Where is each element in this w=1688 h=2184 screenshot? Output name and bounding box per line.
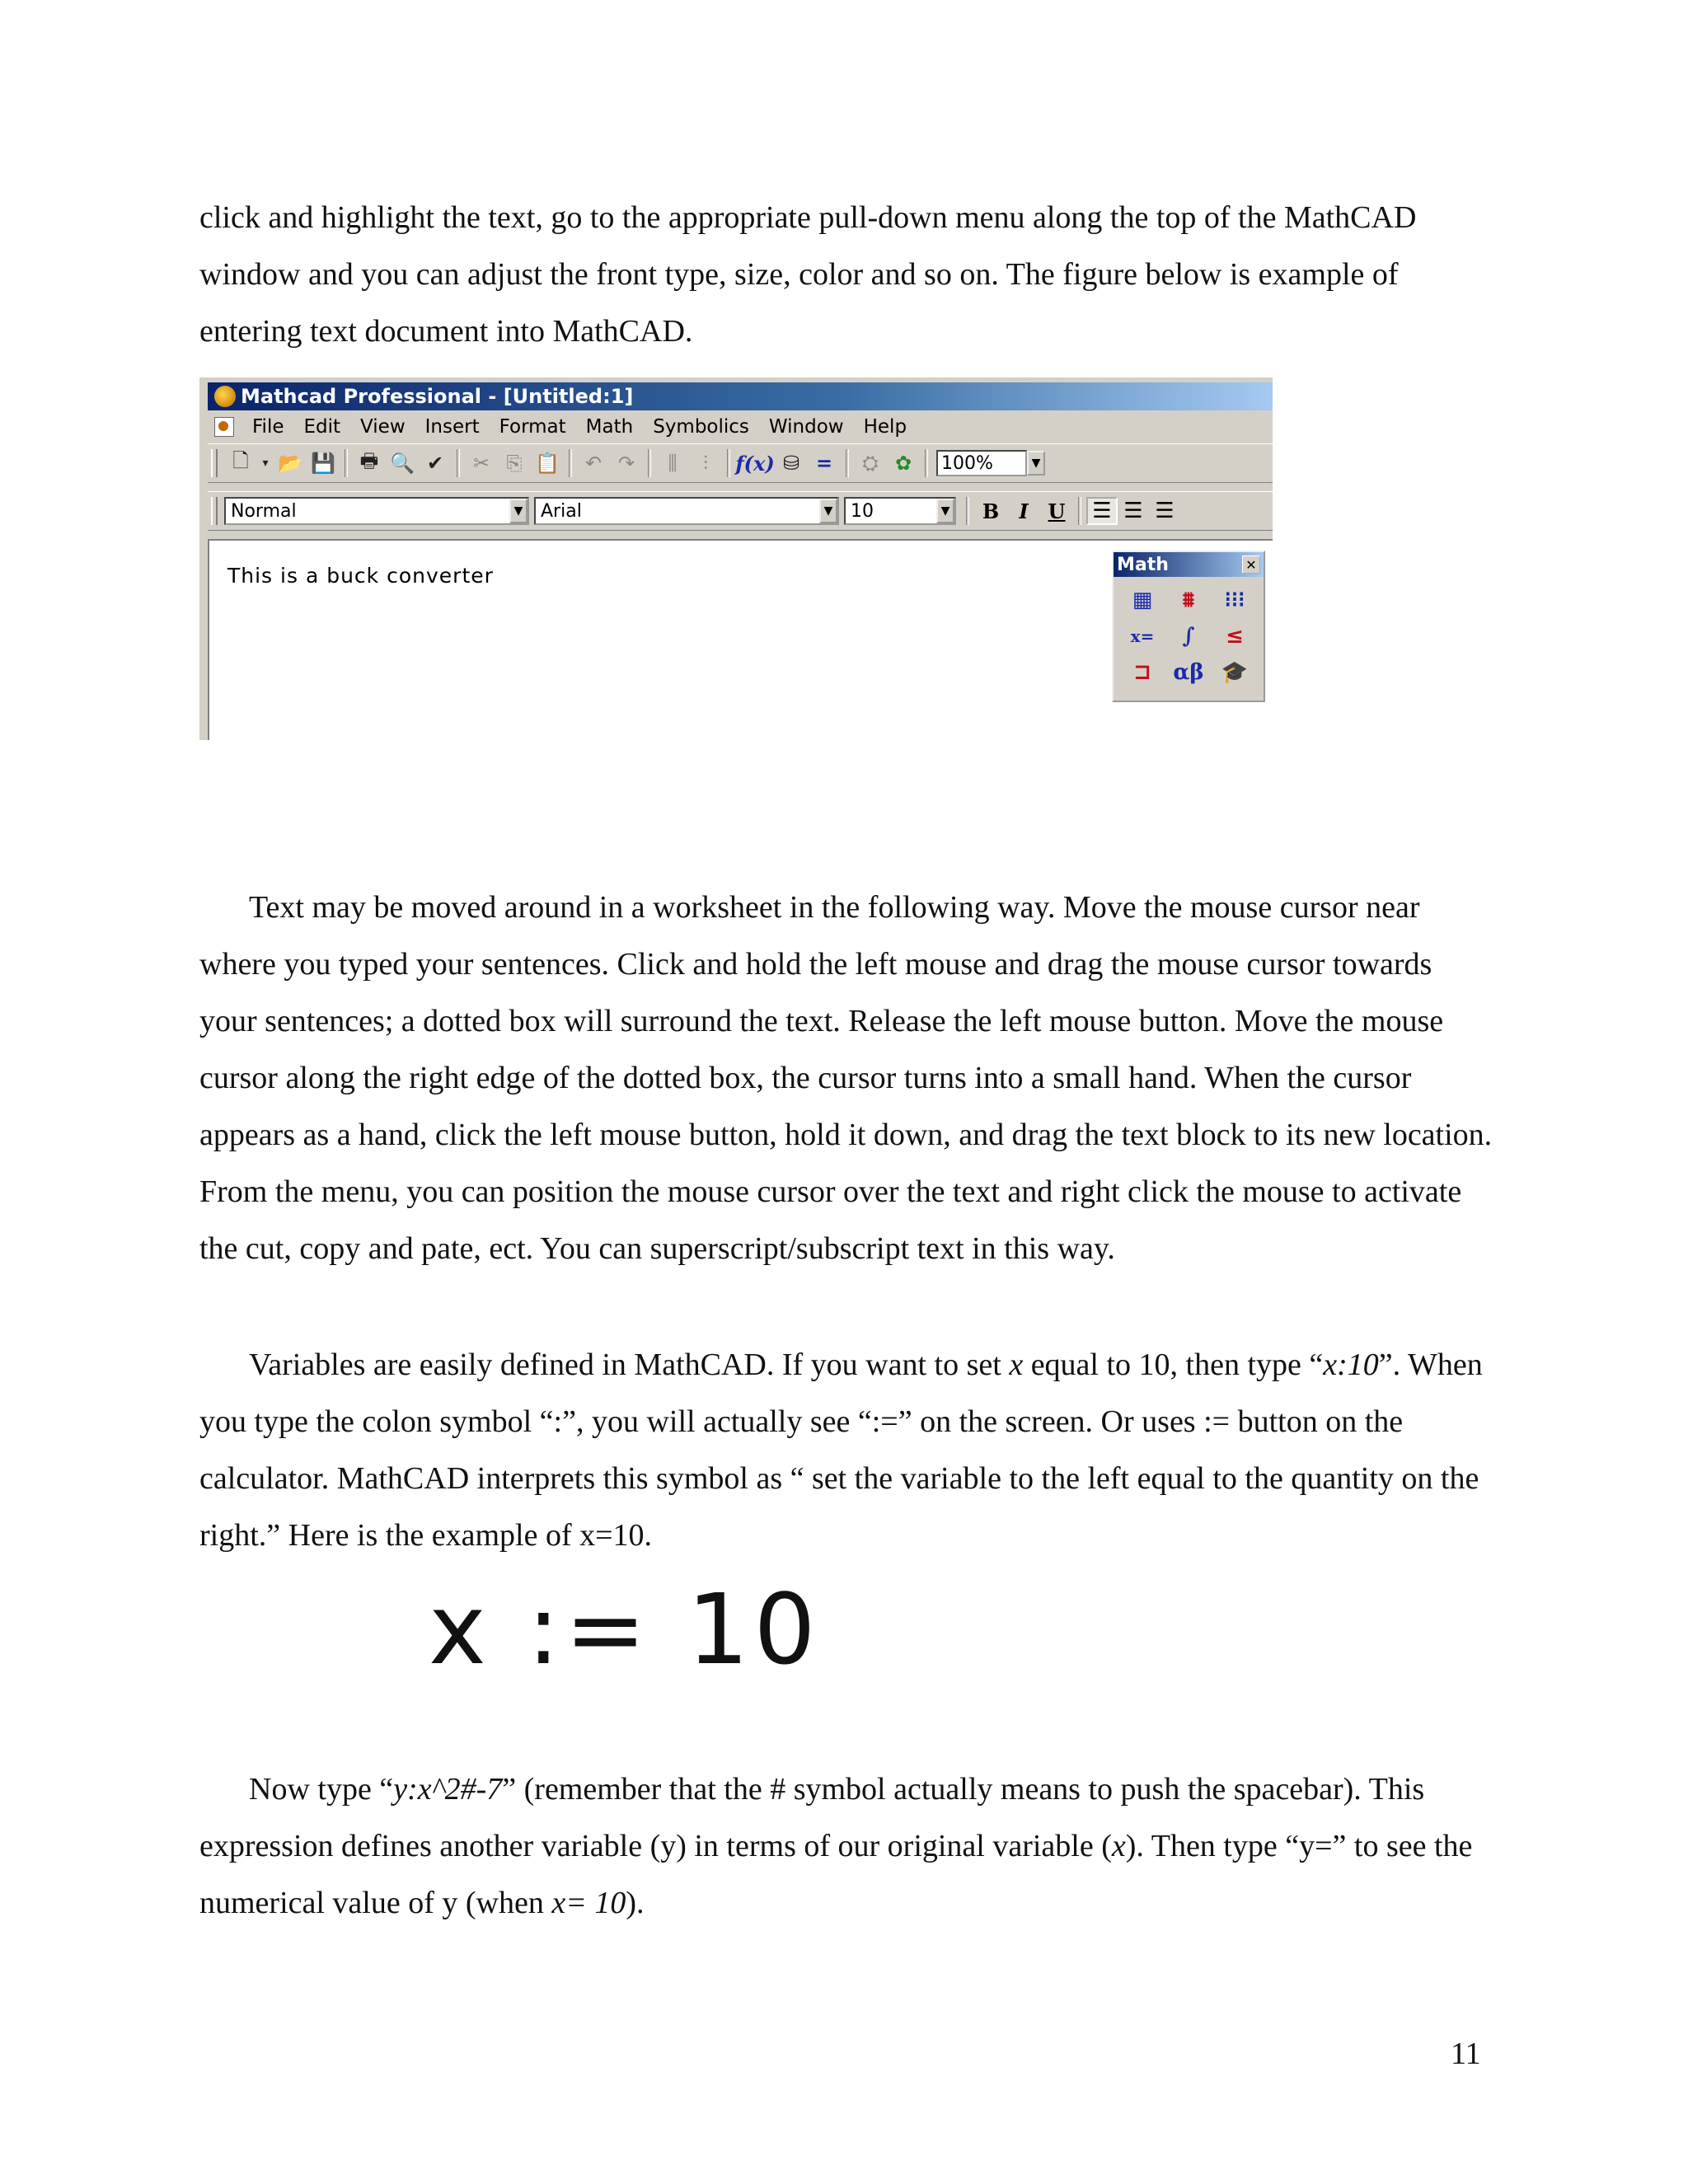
formatting-toolbar <box>208 491 1273 531</box>
save-icon[interactable]: 💾 <box>311 452 335 475</box>
worksheet-area[interactable] <box>208 539 1273 740</box>
style-select-value: Normal <box>231 500 297 522</box>
font-dropdown-arrow-icon[interactable]: ▼ <box>819 499 837 523</box>
zoom-dropdown-arrow-icon[interactable]: ▼ <box>1027 451 1045 476</box>
toolbar-separator <box>727 449 730 477</box>
align-right-icon[interactable]: ☰ <box>1155 499 1175 523</box>
paragraph-define-y-part: ” (remember that the # symbol actually means to push the spacebar). This expression defines another variable (y) in terms of our original variable ( <box>199 1772 1425 1863</box>
menu-view[interactable]: View <box>360 416 406 438</box>
zoom-select[interactable]: 100% <box>936 450 1027 476</box>
toolbar-separator <box>925 449 928 477</box>
menu-insert[interactable]: Insert <box>424 416 480 438</box>
symbolic-toolbar-icon[interactable]: 🎓 <box>1221 660 1249 685</box>
menu-symbolics[interactable]: Symbolics <box>653 416 749 438</box>
variable-x: x <box>1009 1347 1024 1382</box>
paragraph-moving-text: Text may be moved around in a worksheet in the following way. Move the mouse cursor near where you typed your sentences. Click and hold the left mouse and drag the mouse cursor towards your sentences; a dotted box will surround the text. Release the left mouse button. Move the mouse cursor along the right edge of the dotted box, the cursor turns into a small hand. When the cursor appears as a hand, click the left mouse button, hold it down, and drag the text block to its new location. From the menu, you can position the mouse cursor over the text and right click the mouse to activate the cut, copy and pate, ect. You can superscript/subscript text in this way. <box>199 890 1493 1266</box>
paragraph-variables-part: Variables are easily defined in MathCAD. If you want to set <box>249 1347 1010 1382</box>
align-center-icon[interactable]: ☰ <box>1123 499 1143 523</box>
print-icon[interactable]: 🖶 <box>359 448 379 472</box>
math-palette-titlebar[interactable] <box>1114 552 1264 577</box>
paste-icon[interactable]: 📋 <box>535 452 560 475</box>
toolbar-separator <box>648 449 651 477</box>
menu-bar <box>208 412 1273 442</box>
style-dropdown-arrow-icon[interactable]: ▼ <box>509 499 528 523</box>
redo-icon[interactable]: ↷ <box>617 452 635 475</box>
paragraph-variables-part: equal to 10, then type “ <box>1023 1347 1324 1382</box>
cut-icon[interactable]: ✂ <box>472 452 490 475</box>
math-palette <box>1112 551 1265 702</box>
matrix-toolbar-icon[interactable]: ⁝⁝⁝ <box>1224 588 1245 612</box>
menu-math[interactable]: Math <box>585 416 634 438</box>
window-title: Mathcad Professional - [Untitled:1] <box>241 385 634 408</box>
close-icon[interactable]: ✕ <box>1242 555 1260 574</box>
paragraph-variables <box>199 1337 1493 1564</box>
spell-check-icon[interactable]: ✔ <box>426 452 444 475</box>
size-select[interactable] <box>844 497 956 525</box>
math-expression-x-equals-10: x := 10 <box>429 1572 821 1686</box>
toolbar-separator <box>345 449 348 477</box>
menu-edit[interactable]: Edit <box>303 416 341 438</box>
paragraph-define-y <box>199 1761 1493 1932</box>
open-folder-icon[interactable]: 📂 <box>278 452 302 475</box>
boolean-toolbar-icon[interactable]: ≤ <box>1226 624 1244 649</box>
menu-format[interactable]: Format <box>499 416 566 438</box>
size-dropdown-arrow-icon[interactable]: ▼ <box>936 499 954 523</box>
variable-x: x <box>1111 1829 1126 1863</box>
typed-code: y:x^2#-7 <box>393 1772 503 1807</box>
calculus-toolbar-icon[interactable]: ∫ <box>1182 624 1195 649</box>
mathcad-logo-icon <box>214 386 236 407</box>
page-number: 11 <box>1451 2036 1481 2071</box>
resource-center-icon[interactable]: ⛭ <box>862 452 879 475</box>
print-preview-icon[interactable]: 🔍 <box>390 452 415 475</box>
paragraph-define-y-part: Now type “ <box>249 1772 394 1807</box>
greek-toolbar-icon[interactable]: αβ <box>1173 660 1204 685</box>
menu-help[interactable]: Help <box>863 416 907 438</box>
math-palette-buttons <box>1114 577 1264 696</box>
toolbar-grip[interactable] <box>211 449 218 477</box>
evaluation-toolbar-icon[interactable]: x= <box>1130 626 1155 646</box>
paragraph-define-y-part: ). Then type “y=” to see the numerical value of y (when <box>199 1829 1473 1920</box>
align-across-icon[interactable]: ⫼ <box>668 452 678 475</box>
paragraph-intro: click and highlight the text, go to the appropriate pull-down menu along the top of the MathCAD window and you can adjust the front type, size, color and so on. The figure below is example of entering text document into MathCAD. <box>199 200 1417 349</box>
paragraph-define-y-part: ). <box>626 1886 645 1920</box>
worksheet-text-region[interactable]: This is a buck converter <box>227 564 494 588</box>
standard-toolbar <box>208 443 1273 483</box>
toolbar-grip[interactable] <box>211 497 218 525</box>
align-down-icon[interactable]: ⫶ <box>703 452 708 475</box>
copy-icon[interactable]: ⎘ <box>506 452 523 475</box>
new-document-icon[interactable]: 🗋 <box>232 448 249 472</box>
underline-button[interactable]: U <box>1048 499 1066 523</box>
toolbar-separator <box>457 449 460 477</box>
toolbar-separator <box>569 449 572 477</box>
paragraph-variables-part: ”. When you type the colon symbol “:”, you will actually see “:=” on the screen. Or uses := button on the calculator. MathCAD interprets this symbol as “ set the variable to the left equal to the quantity on the right.” Here is the example of x=10. <box>199 1347 1483 1553</box>
toolbar-separator <box>846 449 849 477</box>
new-dropdown-icon[interactable]: ▾ <box>262 457 269 470</box>
font-select[interactable] <box>534 497 839 525</box>
document-icon[interactable] <box>214 417 234 437</box>
bold-button[interactable]: B <box>982 499 1000 523</box>
toolbar-separator <box>1078 497 1081 525</box>
font-select-value: Arial <box>541 500 582 522</box>
insert-function-button[interactable]: f(x) <box>735 451 775 476</box>
style-select[interactable] <box>224 497 529 525</box>
typed-code: x:10 <box>1323 1347 1379 1382</box>
x-equals-10: x= 10 <box>551 1886 626 1920</box>
graph-toolbar-icon[interactable]: ⩩ <box>1183 587 1194 612</box>
calculator-toolbar-icon[interactable]: ▦ <box>1132 588 1153 612</box>
italic-button[interactable]: I <box>1019 499 1029 523</box>
programming-toolbar-icon[interactable]: ⊐ <box>1133 660 1151 685</box>
window-titlebar <box>208 382 1273 410</box>
insert-unit-icon[interactable]: ⛁ <box>782 452 800 475</box>
menu-window[interactable]: Window <box>768 416 844 438</box>
component-wizard-icon[interactable]: ✿ <box>894 452 912 475</box>
menu-file[interactable]: File <box>252 416 284 438</box>
toolbar-separator <box>966 497 969 525</box>
calculate-icon[interactable]: = <box>815 452 833 475</box>
undo-icon[interactable]: ↶ <box>584 452 603 475</box>
mathcad-screenshot <box>199 377 1273 740</box>
size-select-value: 10 <box>851 500 874 522</box>
math-palette-title: Math <box>1117 554 1169 575</box>
align-left-icon[interactable]: ☰ <box>1086 497 1118 525</box>
